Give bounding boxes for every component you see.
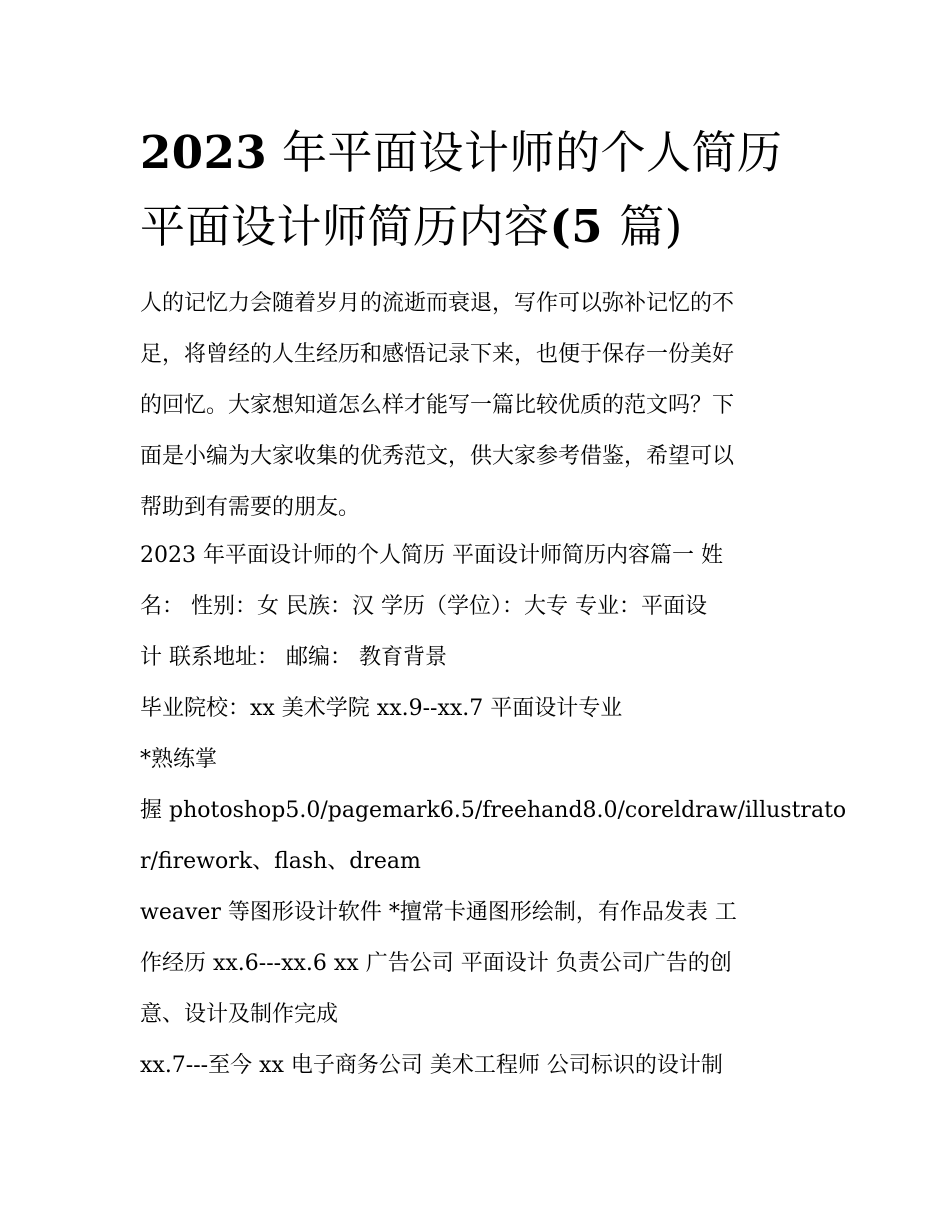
- document-title: [140, 116, 840, 264]
- experience-line: 作经历 xx.6---xx.6 xx 广告公司 平面设计 负责公司广告的创: [140, 951, 732, 976]
- skills-line: r/firework、flash、dream: [140, 849, 421, 874]
- education-line: 毕业院校：xx 美术学院 xx.9--xx.7 平面设计专业: [140, 696, 623, 721]
- intro-line: 的回忆。大家想知道怎么样才能写一篇比较优质的范文吗？下: [140, 393, 735, 418]
- education-paragraph: [140, 683, 820, 734]
- skill-start-line: *熟练掌: [140, 747, 218, 772]
- personal-info-line: 2023 年平面设计师的个人简历 平面设计师简历内容篇一 姓: [140, 543, 723, 568]
- personal-info-paragraph: [140, 530, 820, 683]
- current-job-line: xx.7---至今 xx 电子商务公司 美术工程师 公司标识的设计制: [140, 1053, 723, 1078]
- title-line-2-text: 平面设计师简历内容: [140, 200, 550, 253]
- personal-info-line: 计 联系地址： 邮编： 教育背景: [140, 645, 447, 670]
- title-count: (5: [549, 200, 620, 253]
- experience-line: 意、设计及制作完成: [140, 1002, 339, 1027]
- intro-line: 面是小编为大家收集的优秀范文，供大家参考借鉴，希望可以: [140, 444, 735, 469]
- title-year: 2023: [140, 126, 268, 179]
- personal-info-line: 名： 性别：女 民族：汉 学历（学位）：大专 专业：平面设: [140, 594, 707, 619]
- current-job-paragraph: [140, 1040, 820, 1091]
- title-line-2: [140, 190, 840, 264]
- skill-start-paragraph: [140, 734, 820, 785]
- intro-line: 人的记忆力会随着岁月的流逝而衰退，写作可以弥补记忆的不: [140, 291, 735, 316]
- skills-paragraph: [140, 785, 847, 887]
- skills-line: 握 photoshop5.0/pagemark6.5/freehand8.0/coreldraw/illustrato: [140, 798, 847, 823]
- intro-paragraph: [140, 278, 820, 533]
- intro-line: 足，将曾经的人生经历和感悟记录下来，也便于保存一份美好: [140, 342, 735, 367]
- title-line-1: [140, 116, 840, 190]
- experience-line: weaver 等图形设计软件 *擅常卡通图形绘制，有作品发表 工: [140, 900, 737, 925]
- title-line-1-text: 年平面设计师的个人简历: [267, 126, 783, 179]
- intro-line: 帮助到有需要的朋友。: [140, 495, 361, 520]
- title-line-2-end: 篇): [619, 200, 683, 253]
- experience-paragraph: [140, 887, 820, 1040]
